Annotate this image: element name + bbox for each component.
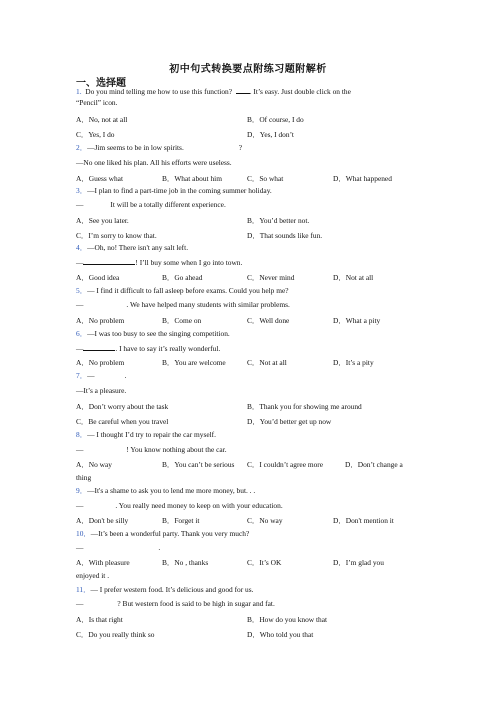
option-d: D．Don’t change a <box>345 460 403 469</box>
question-text: . You really need money to keep on with your education. <box>115 501 283 510</box>
option-c: C．So what <box>247 174 284 183</box>
question-number: 4． <box>76 243 88 252</box>
question-3 <box>76 186 272 195</box>
question-text: Do you mind telling me how to use this function? <box>85 87 233 96</box>
option-c: C．No way <box>247 516 283 525</box>
option-a: A．Don't be silly <box>76 516 129 525</box>
question-text-line <box>76 257 242 267</box>
question-text-line: “Pencil” icon. <box>76 98 118 107</box>
question-text-line <box>76 543 160 552</box>
option-a: A．With pleasure <box>76 558 130 567</box>
question-text: —I plan to find a part-time job in the coming summer holiday. <box>87 186 272 195</box>
question-number: 1. <box>76 87 82 96</box>
option-d: D．Don't mention it <box>333 516 394 525</box>
answer-blank <box>83 257 135 265</box>
question-text-line <box>76 200 226 209</box>
option-c: C．It’s OK <box>247 558 282 567</box>
answer-blank <box>83 343 115 351</box>
question-text-line: —No one liked his plan. All his efforts were useless. <box>76 158 232 167</box>
question-text: — I thought I’d try to repair the car myself. <box>87 430 216 439</box>
question-number: 8． <box>76 430 88 439</box>
question-text: . <box>124 371 127 380</box>
option-b: B．How do you know that <box>247 615 328 624</box>
question-text: It will be a totally different experience. <box>110 200 226 209</box>
option-a: A．Is that right <box>76 615 123 624</box>
option-a: A．No problem <box>76 358 125 367</box>
question-text: — <box>76 599 84 608</box>
question-text: — <box>76 445 84 454</box>
option-c: C．Yes, I do <box>76 130 115 139</box>
question-text: ! You know nothing about the car. <box>126 445 227 454</box>
question-number: 3． <box>76 186 88 195</box>
question-6 <box>76 329 230 338</box>
question-number: 11． <box>76 585 91 594</box>
question-10 <box>76 529 249 538</box>
question-number: 2． <box>76 143 88 152</box>
question-5 <box>76 286 289 295</box>
question-text-line <box>76 343 220 353</box>
question-11 <box>76 585 253 594</box>
question-text: . We have helped many students with similar problems. <box>126 300 290 309</box>
answer-blank <box>236 86 250 94</box>
question-4 <box>76 243 188 252</box>
question-number: 7． <box>76 371 88 380</box>
question-text-line <box>76 501 283 510</box>
section-heading: 一、选择题 <box>76 78 126 89</box>
question-number: 9． <box>76 486 88 495</box>
question-number: 5． <box>76 286 88 295</box>
option-d: D．It’s a pity <box>333 358 374 367</box>
question-text: ? But western food is said to be high in sugar and fat. <box>117 599 275 608</box>
option-c: C．I couldn’t agree more <box>247 460 324 469</box>
option-d: D．I’m glad you <box>333 558 384 567</box>
option-a: A．Guess what <box>76 174 124 183</box>
question-text: — <box>76 200 84 209</box>
option-b: B．Go ahead <box>162 273 203 282</box>
option-b: B．Come on <box>162 316 202 325</box>
question-text-line <box>76 599 275 608</box>
option-a: A．Don’t worry about the task <box>76 402 169 411</box>
question-8 <box>76 430 216 439</box>
question-text: — <box>87 371 95 380</box>
option-d-continued: enjoyed it . <box>76 571 110 580</box>
question-number: 10． <box>76 529 91 538</box>
question-text: — I prefer western food. It’s delicious and good for us. <box>90 585 254 594</box>
option-d: D．Not at all <box>333 273 374 282</box>
option-a: A．No, not at all <box>76 115 128 124</box>
question-text-line <box>76 300 290 309</box>
question-text: —It's a shame to ask you to lend me more money, but. . . <box>87 486 256 495</box>
option-b: B．You are welcome <box>162 358 226 367</box>
question-text: — <box>76 543 84 552</box>
option-b: B．You can’t be serious <box>162 460 235 469</box>
question-text: —It’s been a wonderful party. Thank you very much? <box>90 529 250 538</box>
question-text: ? <box>238 143 243 152</box>
question-text: —Jim seems to be in low spirits. <box>87 143 184 152</box>
question-text: — <box>76 344 84 353</box>
option-d: D．You’d better get up now <box>247 417 332 426</box>
question-text: — <box>76 501 84 510</box>
option-d: D．Who told you that <box>247 630 314 639</box>
option-c: C．Be careful when you travel <box>76 417 169 426</box>
option-b: B．Of course, I do <box>247 115 304 124</box>
option-a: A．See you later. <box>76 216 129 225</box>
question-text-line <box>76 445 227 454</box>
option-b: B．Forget it <box>162 516 200 525</box>
option-d: D．That sounds like fun. <box>247 231 323 240</box>
option-b: B．No , thanks <box>162 558 209 567</box>
option-c: C．Never mind <box>247 273 295 282</box>
question-number: 6． <box>76 329 88 338</box>
question-text: — <box>76 258 84 267</box>
option-d: D．What happened <box>333 174 392 183</box>
option-b: B．You’d better not. <box>247 216 310 225</box>
option-a: A．No way <box>76 460 112 469</box>
question-text: . It’s easy. Just double click on the <box>249 87 351 96</box>
option-a: A．No problem <box>76 316 125 325</box>
question-text: — <box>76 300 84 309</box>
option-d: D．What a pity <box>333 316 381 325</box>
option-c: C．I’m sorry to know that. <box>76 231 157 240</box>
option-b: B．Thank you for showing me around <box>247 402 362 411</box>
question-text: — I find it difficult to fall asleep before exams. Could you help me? <box>87 286 289 295</box>
question-text: —I was too busy to see the singing competition. <box>87 329 230 338</box>
question-text: ! I’ll buy some when I go into town. <box>135 258 243 267</box>
document-title: 初中句式转换要点附练习题附解析 <box>169 64 327 75</box>
option-c: C．Not at all <box>247 358 287 367</box>
option-c: C．Do you really think so <box>76 630 155 639</box>
question-text: . I have to say it’s really wonderful. <box>115 344 221 353</box>
option-c: C．Well done <box>247 316 290 325</box>
question-1 <box>76 86 351 96</box>
question-text: —Oh, no! There isn't any salt left. <box>87 243 189 252</box>
question-7 <box>76 371 126 380</box>
question-text: . <box>158 543 161 552</box>
question-text-line: —It’s a pleasure. <box>76 386 127 395</box>
option-b: B．What about him <box>162 174 222 183</box>
option-d-continued: thing <box>76 473 92 482</box>
option-a: A．Good idea <box>76 273 120 282</box>
question-9 <box>76 486 255 495</box>
option-d: D．Yes, I don’t <box>247 130 294 139</box>
question-2 <box>76 143 242 152</box>
